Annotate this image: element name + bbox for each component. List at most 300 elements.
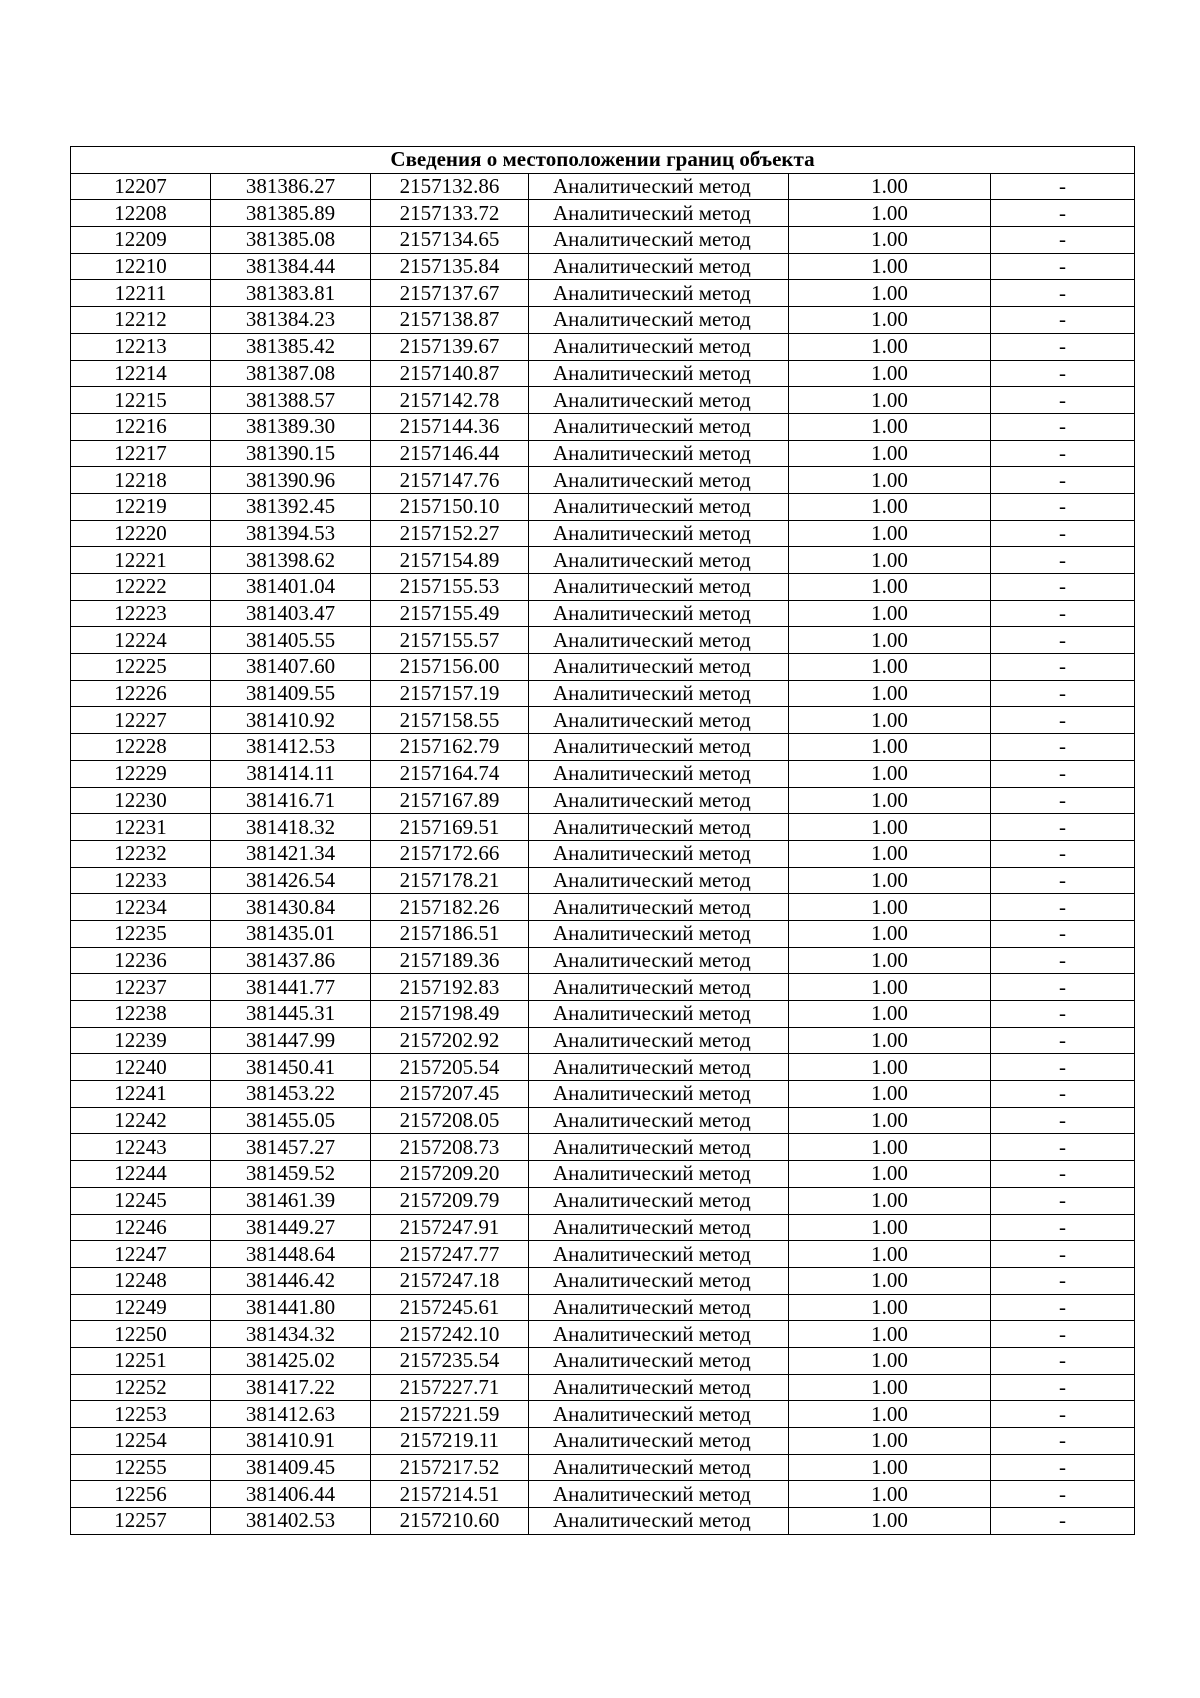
- method-cell: Аналитический метод: [529, 493, 789, 520]
- y-coordinate-cell: 2157138.87: [371, 307, 529, 334]
- point-number-cell: 12209: [71, 227, 211, 254]
- x-coordinate-cell: 381388.57: [211, 387, 371, 414]
- point-number-cell: 12247: [71, 1241, 211, 1268]
- x-coordinate-cell: 381406.44: [211, 1481, 371, 1508]
- point-number-cell: 12222: [71, 574, 211, 601]
- y-coordinate-cell: 2157132.86: [371, 173, 529, 200]
- description-cell: -: [991, 947, 1135, 974]
- y-coordinate-cell: 2157247.77: [371, 1241, 529, 1268]
- point-number-cell: 12212: [71, 307, 211, 334]
- accuracy-cell: 1.00: [789, 1508, 991, 1535]
- point-number-cell: 12254: [71, 1428, 211, 1455]
- description-cell: -: [991, 707, 1135, 734]
- table-row: [71, 200, 1135, 227]
- point-number-cell: 12256: [71, 1481, 211, 1508]
- y-coordinate-cell: 2157172.66: [371, 840, 529, 867]
- x-coordinate-cell: 381425.02: [211, 1347, 371, 1374]
- method-cell: Аналитический метод: [529, 1241, 789, 1268]
- accuracy-cell: 1.00: [789, 493, 991, 520]
- x-coordinate-cell: 381390.96: [211, 467, 371, 494]
- method-cell: Аналитический метод: [529, 707, 789, 734]
- table-row: [71, 333, 1135, 360]
- y-coordinate-cell: 2157155.53: [371, 574, 529, 601]
- x-coordinate-cell: 381448.64: [211, 1241, 371, 1268]
- table-row: [71, 387, 1135, 414]
- x-coordinate-cell: 381409.55: [211, 680, 371, 707]
- method-cell: Аналитический метод: [529, 1027, 789, 1054]
- point-number-cell: 12214: [71, 360, 211, 387]
- point-number-cell: 12235: [71, 920, 211, 947]
- accuracy-cell: 1.00: [789, 920, 991, 947]
- y-coordinate-cell: 2157139.67: [371, 333, 529, 360]
- description-cell: -: [991, 173, 1135, 200]
- point-number-cell: 12226: [71, 680, 211, 707]
- point-number-cell: 12229: [71, 760, 211, 787]
- method-cell: Аналитический метод: [529, 200, 789, 227]
- y-coordinate-cell: 2157242.10: [371, 1321, 529, 1348]
- table-row: [71, 920, 1135, 947]
- y-coordinate-cell: 2157214.51: [371, 1481, 529, 1508]
- description-cell: -: [991, 1267, 1135, 1294]
- table-row: [71, 734, 1135, 761]
- description-cell: -: [991, 760, 1135, 787]
- x-coordinate-cell: 381409.45: [211, 1454, 371, 1481]
- y-coordinate-cell: 2157147.76: [371, 467, 529, 494]
- description-cell: -: [991, 1374, 1135, 1401]
- description-cell: -: [991, 1081, 1135, 1108]
- x-coordinate-cell: 381407.60: [211, 654, 371, 681]
- accuracy-cell: 1.00: [789, 654, 991, 681]
- table-row: [71, 760, 1135, 787]
- x-coordinate-cell: 381412.53: [211, 734, 371, 761]
- method-cell: Аналитический метод: [529, 1081, 789, 1108]
- y-coordinate-cell: 2157207.45: [371, 1081, 529, 1108]
- description-cell: -: [991, 1294, 1135, 1321]
- point-number-cell: 12252: [71, 1374, 211, 1401]
- point-number-cell: 12233: [71, 867, 211, 894]
- table-row: [71, 1294, 1135, 1321]
- x-coordinate-cell: 381414.11: [211, 760, 371, 787]
- y-coordinate-cell: 2157164.74: [371, 760, 529, 787]
- method-cell: Аналитический метод: [529, 654, 789, 681]
- y-coordinate-cell: 2157208.73: [371, 1134, 529, 1161]
- method-cell: Аналитический метод: [529, 467, 789, 494]
- x-coordinate-cell: 381385.42: [211, 333, 371, 360]
- x-coordinate-cell: 381441.77: [211, 974, 371, 1001]
- description-cell: -: [991, 920, 1135, 947]
- table-row: [71, 1401, 1135, 1428]
- table-row: [71, 173, 1135, 200]
- point-number-cell: 12223: [71, 600, 211, 627]
- x-coordinate-cell: 381461.39: [211, 1187, 371, 1214]
- x-coordinate-cell: 381385.08: [211, 227, 371, 254]
- x-coordinate-cell: 381416.71: [211, 787, 371, 814]
- table-row: [71, 253, 1135, 280]
- point-number-cell: 12243: [71, 1134, 211, 1161]
- description-cell: -: [991, 1347, 1135, 1374]
- accuracy-cell: 1.00: [789, 227, 991, 254]
- accuracy-cell: 1.00: [789, 1481, 991, 1508]
- description-cell: -: [991, 1027, 1135, 1054]
- x-coordinate-cell: 381421.34: [211, 840, 371, 867]
- x-coordinate-cell: 381435.01: [211, 920, 371, 947]
- accuracy-cell: 1.00: [789, 360, 991, 387]
- method-cell: Аналитический метод: [529, 360, 789, 387]
- point-number-cell: 12244: [71, 1161, 211, 1188]
- method-cell: Аналитический метод: [529, 307, 789, 334]
- y-coordinate-cell: 2157205.54: [371, 1054, 529, 1081]
- table-row: [71, 1001, 1135, 1028]
- x-coordinate-cell: 381385.89: [211, 200, 371, 227]
- description-cell: -: [991, 1187, 1135, 1214]
- accuracy-cell: 1.00: [789, 467, 991, 494]
- accuracy-cell: 1.00: [789, 1347, 991, 1374]
- description-cell: -: [991, 787, 1135, 814]
- table-row: [71, 1214, 1135, 1241]
- point-number-cell: 12240: [71, 1054, 211, 1081]
- method-cell: Аналитический метод: [529, 787, 789, 814]
- description-cell: -: [991, 227, 1135, 254]
- method-cell: Аналитический метод: [529, 1187, 789, 1214]
- y-coordinate-cell: 2157208.05: [371, 1107, 529, 1134]
- table-row: [71, 894, 1135, 921]
- accuracy-cell: 1.00: [789, 600, 991, 627]
- table-row: [71, 707, 1135, 734]
- accuracy-cell: 1.00: [789, 1134, 991, 1161]
- table-row: [71, 360, 1135, 387]
- table-row: [71, 307, 1135, 334]
- point-number-cell: 12245: [71, 1187, 211, 1214]
- x-coordinate-cell: 381446.42: [211, 1267, 371, 1294]
- method-cell: Аналитический метод: [529, 760, 789, 787]
- table-row: [71, 627, 1135, 654]
- description-cell: -: [991, 1428, 1135, 1455]
- y-coordinate-cell: 2157169.51: [371, 814, 529, 841]
- method-cell: Аналитический метод: [529, 520, 789, 547]
- point-number-cell: 12255: [71, 1454, 211, 1481]
- accuracy-cell: 1.00: [789, 1428, 991, 1455]
- x-coordinate-cell: 381410.92: [211, 707, 371, 734]
- method-cell: Аналитический метод: [529, 280, 789, 307]
- method-cell: Аналитический метод: [529, 920, 789, 947]
- description-cell: -: [991, 1001, 1135, 1028]
- y-coordinate-cell: 2157217.52: [371, 1454, 529, 1481]
- method-cell: Аналитический метод: [529, 894, 789, 921]
- description-cell: -: [991, 627, 1135, 654]
- accuracy-cell: 1.00: [789, 814, 991, 841]
- accuracy-cell: 1.00: [789, 1027, 991, 1054]
- boundary-coordinates-table: [70, 146, 1135, 1535]
- table-row: [71, 1374, 1135, 1401]
- y-coordinate-cell: 2157192.83: [371, 974, 529, 1001]
- method-cell: Аналитический метод: [529, 413, 789, 440]
- method-cell: Аналитический метод: [529, 814, 789, 841]
- description-cell: -: [991, 200, 1135, 227]
- description-cell: -: [991, 1161, 1135, 1188]
- accuracy-cell: 1.00: [789, 974, 991, 1001]
- method-cell: Аналитический метод: [529, 1054, 789, 1081]
- point-number-cell: 12228: [71, 734, 211, 761]
- x-coordinate-cell: 381418.32: [211, 814, 371, 841]
- accuracy-cell: 1.00: [789, 894, 991, 921]
- y-coordinate-cell: 2157155.49: [371, 600, 529, 627]
- table-row: [71, 974, 1135, 1001]
- accuracy-cell: 1.00: [789, 1001, 991, 1028]
- accuracy-cell: 1.00: [789, 1241, 991, 1268]
- description-cell: -: [991, 1321, 1135, 1348]
- y-coordinate-cell: 2157137.67: [371, 280, 529, 307]
- y-coordinate-cell: 2157162.79: [371, 734, 529, 761]
- method-cell: Аналитический метод: [529, 1374, 789, 1401]
- y-coordinate-cell: 2157209.20: [371, 1161, 529, 1188]
- accuracy-cell: 1.00: [789, 840, 991, 867]
- accuracy-cell: 1.00: [789, 173, 991, 200]
- accuracy-cell: 1.00: [789, 1454, 991, 1481]
- method-cell: Аналитический метод: [529, 227, 789, 254]
- y-coordinate-cell: 2157227.71: [371, 1374, 529, 1401]
- table-title: Сведения о местоположении границ объекта: [71, 147, 1135, 174]
- table-row: [71, 493, 1135, 520]
- y-coordinate-cell: 2157247.18: [371, 1267, 529, 1294]
- table-row: [71, 467, 1135, 494]
- table-row: [71, 867, 1135, 894]
- point-number-cell: 12251: [71, 1347, 211, 1374]
- method-cell: Аналитический метод: [529, 173, 789, 200]
- table-row: [71, 840, 1135, 867]
- description-cell: -: [991, 974, 1135, 1001]
- description-cell: -: [991, 840, 1135, 867]
- table-row: [71, 1187, 1135, 1214]
- accuracy-cell: 1.00: [789, 200, 991, 227]
- point-number-cell: 12238: [71, 1001, 211, 1028]
- y-coordinate-cell: 2157167.89: [371, 787, 529, 814]
- description-cell: -: [991, 520, 1135, 547]
- method-cell: Аналитический метод: [529, 253, 789, 280]
- method-cell: Аналитический метод: [529, 1267, 789, 1294]
- description-cell: -: [991, 493, 1135, 520]
- x-coordinate-cell: 381445.31: [211, 1001, 371, 1028]
- point-number-cell: 12253: [71, 1401, 211, 1428]
- point-number-cell: 12230: [71, 787, 211, 814]
- table-title-row: [71, 147, 1135, 174]
- y-coordinate-cell: 2157156.00: [371, 654, 529, 681]
- y-coordinate-cell: 2157182.26: [371, 894, 529, 921]
- description-cell: -: [991, 1481, 1135, 1508]
- table-row: [71, 947, 1135, 974]
- accuracy-cell: 1.00: [789, 547, 991, 574]
- x-coordinate-cell: 381402.53: [211, 1508, 371, 1535]
- y-coordinate-cell: 2157202.92: [371, 1027, 529, 1054]
- description-cell: -: [991, 654, 1135, 681]
- point-number-cell: 12216: [71, 413, 211, 440]
- point-number-cell: 12239: [71, 1027, 211, 1054]
- table-row: [71, 1161, 1135, 1188]
- x-coordinate-cell: 381386.27: [211, 173, 371, 200]
- x-coordinate-cell: 381434.32: [211, 1321, 371, 1348]
- table-row: [71, 654, 1135, 681]
- x-coordinate-cell: 381410.91: [211, 1428, 371, 1455]
- description-cell: -: [991, 307, 1135, 334]
- point-number-cell: 12234: [71, 894, 211, 921]
- point-number-cell: 12221: [71, 547, 211, 574]
- description-cell: -: [991, 600, 1135, 627]
- method-cell: Аналитический метод: [529, 680, 789, 707]
- y-coordinate-cell: 2157134.65: [371, 227, 529, 254]
- table-row: [71, 1454, 1135, 1481]
- accuracy-cell: 1.00: [789, 947, 991, 974]
- table-row: [71, 440, 1135, 467]
- y-coordinate-cell: 2157135.84: [371, 253, 529, 280]
- description-cell: -: [991, 1454, 1135, 1481]
- point-number-cell: 12249: [71, 1294, 211, 1321]
- y-coordinate-cell: 2157144.36: [371, 413, 529, 440]
- table-row: [71, 1508, 1135, 1535]
- y-coordinate-cell: 2157189.36: [371, 947, 529, 974]
- table-row: [71, 1081, 1135, 1108]
- x-coordinate-cell: 381401.04: [211, 574, 371, 601]
- method-cell: Аналитический метод: [529, 947, 789, 974]
- method-cell: Аналитический метод: [529, 440, 789, 467]
- accuracy-cell: 1.00: [789, 867, 991, 894]
- point-number-cell: 12227: [71, 707, 211, 734]
- accuracy-cell: 1.00: [789, 760, 991, 787]
- description-cell: -: [991, 547, 1135, 574]
- table-row: [71, 1107, 1135, 1134]
- x-coordinate-cell: 381405.55: [211, 627, 371, 654]
- description-cell: -: [991, 1241, 1135, 1268]
- x-coordinate-cell: 381392.45: [211, 493, 371, 520]
- method-cell: Аналитический метод: [529, 627, 789, 654]
- accuracy-cell: 1.00: [789, 333, 991, 360]
- method-cell: Аналитический метод: [529, 867, 789, 894]
- description-cell: -: [991, 253, 1135, 280]
- method-cell: Аналитический метод: [529, 600, 789, 627]
- table-row: [71, 547, 1135, 574]
- point-number-cell: 12211: [71, 280, 211, 307]
- table-row: [71, 574, 1135, 601]
- point-number-cell: 12257: [71, 1508, 211, 1535]
- description-cell: -: [991, 467, 1135, 494]
- x-coordinate-cell: 381394.53: [211, 520, 371, 547]
- accuracy-cell: 1.00: [789, 1321, 991, 1348]
- description-cell: -: [991, 1107, 1135, 1134]
- table-row: [71, 814, 1135, 841]
- point-number-cell: 12219: [71, 493, 211, 520]
- x-coordinate-cell: 381453.22: [211, 1081, 371, 1108]
- accuracy-cell: 1.00: [789, 280, 991, 307]
- point-number-cell: 12236: [71, 947, 211, 974]
- accuracy-cell: 1.00: [789, 680, 991, 707]
- table-row: [71, 600, 1135, 627]
- description-cell: -: [991, 1134, 1135, 1161]
- x-coordinate-cell: 381441.80: [211, 1294, 371, 1321]
- point-number-cell: 12250: [71, 1321, 211, 1348]
- x-coordinate-cell: 381449.27: [211, 1214, 371, 1241]
- y-coordinate-cell: 2157140.87: [371, 360, 529, 387]
- y-coordinate-cell: 2157158.55: [371, 707, 529, 734]
- table-row: [71, 1054, 1135, 1081]
- accuracy-cell: 1.00: [789, 1374, 991, 1401]
- description-cell: -: [991, 574, 1135, 601]
- accuracy-cell: 1.00: [789, 253, 991, 280]
- method-cell: Аналитический метод: [529, 1134, 789, 1161]
- accuracy-cell: 1.00: [789, 1294, 991, 1321]
- table-row: [71, 1321, 1135, 1348]
- description-cell: -: [991, 387, 1135, 414]
- description-cell: -: [991, 894, 1135, 921]
- point-number-cell: 12242: [71, 1107, 211, 1134]
- accuracy-cell: 1.00: [789, 1081, 991, 1108]
- x-coordinate-cell: 381390.15: [211, 440, 371, 467]
- description-cell: -: [991, 280, 1135, 307]
- method-cell: Аналитический метод: [529, 333, 789, 360]
- x-coordinate-cell: 381398.62: [211, 547, 371, 574]
- point-number-cell: 12246: [71, 1214, 211, 1241]
- x-coordinate-cell: 381389.30: [211, 413, 371, 440]
- y-coordinate-cell: 2157152.27: [371, 520, 529, 547]
- point-number-cell: 12210: [71, 253, 211, 280]
- x-coordinate-cell: 381387.08: [211, 360, 371, 387]
- point-number-cell: 12220: [71, 520, 211, 547]
- description-cell: -: [991, 333, 1135, 360]
- accuracy-cell: 1.00: [789, 707, 991, 734]
- y-coordinate-cell: 2157150.10: [371, 493, 529, 520]
- method-cell: Аналитический метод: [529, 1321, 789, 1348]
- y-coordinate-cell: 2157157.19: [371, 680, 529, 707]
- point-number-cell: 12213: [71, 333, 211, 360]
- point-number-cell: 12217: [71, 440, 211, 467]
- method-cell: Аналитический метод: [529, 1214, 789, 1241]
- method-cell: Аналитический метод: [529, 547, 789, 574]
- x-coordinate-cell: 381426.54: [211, 867, 371, 894]
- y-coordinate-cell: 2157247.91: [371, 1214, 529, 1241]
- table-row: [71, 227, 1135, 254]
- table-row: [71, 1134, 1135, 1161]
- table-row: [71, 520, 1135, 547]
- method-cell: Аналитический метод: [529, 974, 789, 1001]
- accuracy-cell: 1.00: [789, 1107, 991, 1134]
- accuracy-cell: 1.00: [789, 787, 991, 814]
- table-row: [71, 413, 1135, 440]
- accuracy-cell: 1.00: [789, 1214, 991, 1241]
- point-number-cell: 12207: [71, 173, 211, 200]
- description-cell: -: [991, 1214, 1135, 1241]
- table-row: [71, 1027, 1135, 1054]
- point-number-cell: 12208: [71, 200, 211, 227]
- description-cell: -: [991, 360, 1135, 387]
- accuracy-cell: 1.00: [789, 1267, 991, 1294]
- accuracy-cell: 1.00: [789, 734, 991, 761]
- accuracy-cell: 1.00: [789, 1161, 991, 1188]
- method-cell: Аналитический метод: [529, 1454, 789, 1481]
- point-number-cell: 12224: [71, 627, 211, 654]
- y-coordinate-cell: 2157210.60: [371, 1508, 529, 1535]
- y-coordinate-cell: 2157235.54: [371, 1347, 529, 1374]
- accuracy-cell: 1.00: [789, 413, 991, 440]
- y-coordinate-cell: 2157154.89: [371, 547, 529, 574]
- method-cell: Аналитический метод: [529, 1347, 789, 1374]
- x-coordinate-cell: 381455.05: [211, 1107, 371, 1134]
- point-number-cell: 12225: [71, 654, 211, 681]
- accuracy-cell: 1.00: [789, 627, 991, 654]
- table-row: [71, 1428, 1135, 1455]
- x-coordinate-cell: 381384.44: [211, 253, 371, 280]
- point-number-cell: 12237: [71, 974, 211, 1001]
- description-cell: -: [991, 680, 1135, 707]
- x-coordinate-cell: 381403.47: [211, 600, 371, 627]
- y-coordinate-cell: 2157155.57: [371, 627, 529, 654]
- method-cell: Аналитический метод: [529, 387, 789, 414]
